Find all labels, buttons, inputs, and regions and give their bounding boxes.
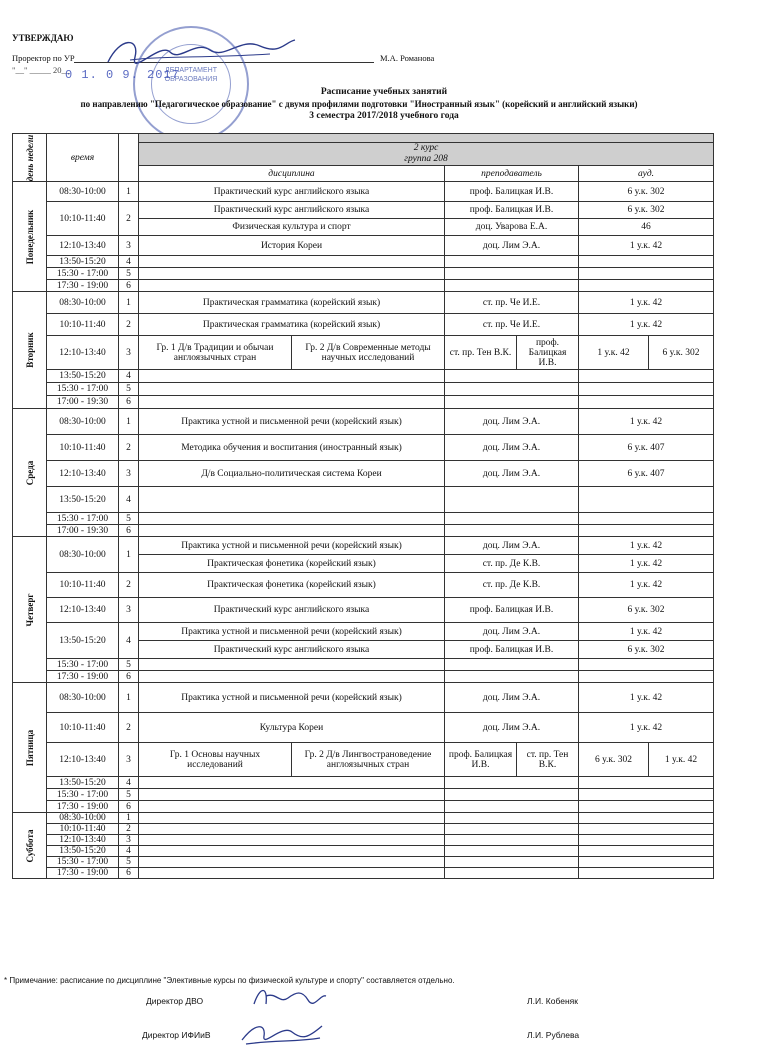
pair-number-cell: 5 xyxy=(119,268,139,280)
table-row xyxy=(13,846,714,857)
teacher-group1-cell: ст. пр. Тен В.К. xyxy=(445,336,517,370)
approve-label: УТВЕРЖДАЮ xyxy=(12,33,74,43)
table-row xyxy=(13,236,714,256)
empty-discipline-cell xyxy=(139,835,445,846)
teacher-cell: ст. пр. Че И.Е. xyxy=(445,292,579,314)
empty-teacher-cell xyxy=(445,777,579,789)
room-cell: 1 у.к. 42 xyxy=(579,683,714,713)
header-teacher: преподаватель xyxy=(445,166,579,182)
time-cell: 13:50-15:20 xyxy=(47,256,119,268)
pair-number-cell: 1 xyxy=(119,813,139,824)
pair-number-cell: 2 xyxy=(119,314,139,336)
pair-number-cell: 1 xyxy=(119,409,139,435)
time-cell: 17:00 - 19:30 xyxy=(47,396,119,409)
discipline-cell: Практическая фонетика (корейский язык) xyxy=(139,555,445,573)
table-row xyxy=(13,513,714,525)
teacher-group2-cell: проф. Балицкая И.В. xyxy=(517,336,579,370)
pair-number-cell: 5 xyxy=(119,857,139,868)
table-row xyxy=(13,743,714,777)
room-cell: 1 у.к. 42 xyxy=(579,537,714,555)
room-cell: 1 у.к. 42 xyxy=(579,713,714,743)
empty-teacher-cell xyxy=(445,671,579,683)
pair-number-cell: 3 xyxy=(119,743,139,777)
table-row xyxy=(13,671,714,683)
empty-discipline-cell xyxy=(139,801,445,813)
empty-room-cell xyxy=(579,777,714,789)
date-line: "__" _____ 20__ xyxy=(12,65,70,75)
pair-number-cell: 3 xyxy=(119,598,139,623)
discipline-group2-cell: Гр. 2 Д/в Современные методы научных исследований xyxy=(292,336,445,370)
empty-room-cell xyxy=(579,268,714,280)
stamp-text: ДЕПАРТАМЕНТ ОБРАЗОВАНИЯ xyxy=(164,67,218,83)
prorector-label: Проректор по УР xyxy=(12,53,75,63)
pair-number-cell: 6 xyxy=(119,396,139,409)
pair-number-cell: 1 xyxy=(119,683,139,713)
empty-room-cell xyxy=(579,280,714,292)
time-cell: 13:50-15:20 xyxy=(47,487,119,513)
teacher-cell: проф. Балицкая И.В. xyxy=(445,202,579,219)
empty-room-cell xyxy=(579,868,714,879)
table-row xyxy=(13,801,714,813)
discipline-cell: Практика устной и письменной речи (корейский язык) xyxy=(139,537,445,555)
time-cell: 10:10-11:40 xyxy=(47,314,119,336)
table-row xyxy=(13,537,714,555)
time-cell: 17:30 - 19:00 xyxy=(47,868,119,879)
table-row xyxy=(13,789,714,801)
discipline-cell: Культура Кореи xyxy=(139,713,445,743)
day-name: Среда xyxy=(24,460,35,485)
header-discipline: дисциплина xyxy=(139,166,445,182)
table-row xyxy=(13,461,714,487)
empty-discipline-cell xyxy=(139,671,445,683)
empty-discipline-cell xyxy=(139,487,445,513)
director1-signature xyxy=(250,984,330,1010)
director1-name: Л.И. Кобеняк xyxy=(527,996,578,1006)
time-cell: 13:50-15:20 xyxy=(47,370,119,383)
day-cell xyxy=(13,683,47,813)
pair-number-cell: 1 xyxy=(119,182,139,202)
table-row xyxy=(13,292,714,314)
schedule-table xyxy=(12,133,714,879)
pair-number-cell: 5 xyxy=(119,513,139,525)
pair-number-cell: 2 xyxy=(119,202,139,236)
time-cell: 12:10-13:40 xyxy=(47,461,119,487)
empty-discipline-cell xyxy=(139,268,445,280)
empty-room-cell xyxy=(579,396,714,409)
time-cell: 12:10-13:40 xyxy=(47,598,119,623)
discipline-group1-cell: Гр. 1 Основы научных исследований xyxy=(139,743,292,777)
room-cell: 1 у.к. 42 xyxy=(579,292,714,314)
time-cell: 17:00 - 19:30 xyxy=(47,525,119,537)
time-cell: 08:30-10:00 xyxy=(47,182,119,202)
room-cell: 6 у.к. 302 xyxy=(579,182,714,202)
empty-teacher-cell xyxy=(445,513,579,525)
empty-discipline-cell xyxy=(139,846,445,857)
table-row xyxy=(13,598,714,623)
table-row xyxy=(13,487,714,513)
day-name: Понедельник xyxy=(24,209,35,264)
table-row xyxy=(13,396,714,409)
teacher-cell: ст. пр. Де К.В. xyxy=(445,555,579,573)
pair-number-cell: 4 xyxy=(119,623,139,659)
title-line2: по направлению "Педагогическое образование" с двумя профилями подготовки "Иностранный язык" (корейский и английский языки) xyxy=(80,99,638,109)
empty-room-cell xyxy=(579,513,714,525)
header-room: ауд. xyxy=(579,166,714,182)
pair-number-cell: 5 xyxy=(119,789,139,801)
empty-room-cell xyxy=(579,383,714,396)
header-num xyxy=(119,134,139,182)
time-cell: 17:30 - 19:00 xyxy=(47,671,119,683)
time-cell: 15:30 - 17:00 xyxy=(47,268,119,280)
teacher-cell: доц. Лим Э.А. xyxy=(445,623,579,641)
table-row xyxy=(13,573,714,598)
day-cell xyxy=(13,537,47,683)
time-cell: 15:30 - 17:00 xyxy=(47,857,119,868)
pair-number-cell: 1 xyxy=(119,292,139,314)
pair-number-cell: 6 xyxy=(119,525,139,537)
discipline-cell: Практика устной и письменной речи (корейский язык) xyxy=(139,409,445,435)
discipline-cell: Практический курс английского языка xyxy=(139,598,445,623)
table-row xyxy=(13,824,714,835)
empty-room-cell xyxy=(579,789,714,801)
empty-room-cell xyxy=(579,659,714,671)
day-cell xyxy=(13,182,47,292)
teacher-group1-cell: проф. Балицкая И.В. xyxy=(445,743,517,777)
day-name: Вторник xyxy=(24,332,35,368)
day-name: Четверг xyxy=(24,593,35,626)
empty-room-cell xyxy=(579,824,714,835)
empty-room-cell xyxy=(579,487,714,513)
time-cell: 13:50-15:20 xyxy=(47,777,119,789)
day-name: Пятница xyxy=(24,729,35,766)
time-cell: 12:10-13:40 xyxy=(47,835,119,846)
empty-teacher-cell xyxy=(445,801,579,813)
empty-discipline-cell xyxy=(139,370,445,383)
discipline-cell: Практический курс английского языка xyxy=(139,641,445,659)
day-name: Суббота xyxy=(24,829,35,862)
pair-number-cell: 4 xyxy=(119,370,139,383)
empty-teacher-cell xyxy=(445,835,579,846)
discipline-cell: Практика устной и письменной речи (корейский язык) xyxy=(139,623,445,641)
director2-label: Директор ИФИиВ xyxy=(142,1030,211,1040)
table-row xyxy=(13,813,714,824)
empty-room-cell xyxy=(579,846,714,857)
day-cell xyxy=(13,409,47,537)
teacher-cell: доц. Лим Э.А. xyxy=(445,236,579,256)
empty-teacher-cell xyxy=(445,370,579,383)
empty-room-cell xyxy=(579,370,714,383)
empty-teacher-cell xyxy=(445,824,579,835)
discipline-cell: Д/в Социально-политическая система Кореи xyxy=(139,461,445,487)
pair-number-cell: 2 xyxy=(119,435,139,461)
room-cell: 1 у.к. 42 xyxy=(579,236,714,256)
discipline-cell: Практический курс английского языка xyxy=(139,182,445,202)
empty-teacher-cell xyxy=(445,383,579,396)
empty-room-cell xyxy=(579,671,714,683)
prorector-name: М.А. Романова xyxy=(380,53,435,63)
table-row xyxy=(13,314,714,336)
room-cell: 1 у.к. 42 xyxy=(579,573,714,598)
table-row xyxy=(13,623,714,641)
room-cell: 1 у.к. 42 xyxy=(579,623,714,641)
empty-discipline-cell xyxy=(139,513,445,525)
pair-number-cell: 6 xyxy=(119,280,139,292)
room-cell: 1 у.к. 42 xyxy=(579,409,714,435)
time-cell: 08:30-10:00 xyxy=(47,683,119,713)
discipline-cell: Практическая фонетика (корейский язык) xyxy=(139,573,445,598)
pair-number-cell: 4 xyxy=(119,846,139,857)
time-cell: 15:30 - 17:00 xyxy=(47,513,119,525)
pair-number-cell: 1 xyxy=(119,537,139,573)
discipline-group2-cell: Гр. 2 Д/в Лингвострановедение англоязычных стран xyxy=(292,743,445,777)
table-row xyxy=(13,435,714,461)
pair-number-cell: 3 xyxy=(119,835,139,846)
empty-discipline-cell xyxy=(139,857,445,868)
pair-number-cell: 5 xyxy=(119,383,139,396)
empty-teacher-cell xyxy=(445,256,579,268)
teacher-cell: проф. Балицкая И.В. xyxy=(445,182,579,202)
pair-number-cell: 3 xyxy=(119,336,139,370)
room-group2-cell: 6 у.к. 302 xyxy=(649,336,714,370)
time-cell: 15:30 - 17:00 xyxy=(47,383,119,396)
title-line3: 3 семестра 2017/2018 учебного года xyxy=(309,111,459,121)
room-cell: 6 у.к. 302 xyxy=(579,641,714,659)
table-row xyxy=(13,370,714,383)
discipline-cell: Практический курс английского языка xyxy=(139,202,445,219)
empty-teacher-cell xyxy=(445,396,579,409)
time-cell: 10:10-11:40 xyxy=(47,824,119,835)
official-stamp xyxy=(133,26,249,142)
title-line1: Расписание учебных занятий xyxy=(320,87,448,97)
day-cell xyxy=(13,813,47,879)
teacher-cell: ст. пр. Де К.В. xyxy=(445,573,579,598)
table-row xyxy=(13,777,714,789)
discipline-cell: Практическая грамматика (корейский язык) xyxy=(139,292,445,314)
room-cell: 1 у.к. 42 xyxy=(579,314,714,336)
empty-discipline-cell xyxy=(139,824,445,835)
time-cell: 08:30-10:00 xyxy=(47,292,119,314)
empty-teacher-cell xyxy=(445,813,579,824)
empty-room-cell xyxy=(579,835,714,846)
footnote: * Примечание: расписание по дисциплине "Элективные курсы по физической культуре и спорту" составляется отдельно. xyxy=(4,976,455,985)
room-cell: 6 у.к. 302 xyxy=(579,202,714,219)
pair-number-cell: 3 xyxy=(119,236,139,256)
discipline-cell: Практика устной и письменной речи (корейский язык) xyxy=(139,683,445,713)
table-row xyxy=(13,409,714,435)
table-row xyxy=(13,268,714,280)
table-row xyxy=(13,182,714,202)
pair-number-cell: 2 xyxy=(119,824,139,835)
time-cell: 13:50-15:20 xyxy=(47,623,119,659)
empty-discipline-cell xyxy=(139,256,445,268)
header-group: группа 208 xyxy=(404,154,448,164)
table-row xyxy=(13,336,714,370)
empty-teacher-cell xyxy=(445,857,579,868)
time-cell: 10:10-11:40 xyxy=(47,713,119,743)
time-cell: 10:10-11:40 xyxy=(47,202,119,236)
teacher-cell: доц. Лим Э.А. xyxy=(445,435,579,461)
director2-name: Л.И. Рублева xyxy=(527,1030,580,1040)
empty-teacher-cell xyxy=(445,280,579,292)
empty-teacher-cell xyxy=(445,487,579,513)
header-day: день недели xyxy=(24,134,35,181)
day-cell xyxy=(13,292,47,409)
pair-number-cell: 2 xyxy=(119,713,139,743)
time-cell: 15:30 - 17:00 xyxy=(47,789,119,801)
teacher-cell: доц. Лим Э.А. xyxy=(445,461,579,487)
empty-room-cell xyxy=(579,256,714,268)
discipline-cell: Физическая культура и спорт xyxy=(139,219,445,236)
teacher-cell: доц. Лим Э.А. xyxy=(445,713,579,743)
empty-discipline-cell xyxy=(139,525,445,537)
time-cell: 08:30-10:00 xyxy=(47,813,119,824)
teacher-cell: доц. Лим Э.А. xyxy=(445,409,579,435)
time-cell: 08:30-10:00 xyxy=(47,409,119,435)
empty-discipline-cell xyxy=(139,777,445,789)
teacher-cell: доц. Лим Э.А. xyxy=(445,683,579,713)
teacher-cell: доц. Лим Э.А. xyxy=(445,537,579,555)
table-row xyxy=(13,280,714,292)
room-cell: 6 у.к. 407 xyxy=(579,435,714,461)
room-cell: 1 у.к. 42 xyxy=(579,555,714,573)
header-time: время xyxy=(47,134,119,182)
pair-number-cell: 4 xyxy=(119,487,139,513)
empty-teacher-cell xyxy=(445,659,579,671)
empty-room-cell xyxy=(579,857,714,868)
discipline-cell: Методика обучения и воспитания (иностранный язык) xyxy=(139,435,445,461)
time-cell: 10:10-11:40 xyxy=(47,435,119,461)
table-row xyxy=(13,659,714,671)
table-row xyxy=(13,683,714,713)
header-course: 2 курс xyxy=(413,143,439,153)
discipline-group1-cell: Гр. 1 Д/в Традиции и обычаи англоязычных стран xyxy=(139,336,292,370)
pair-number-cell: 6 xyxy=(119,671,139,683)
table-row xyxy=(13,383,714,396)
time-cell: 12:10-13:40 xyxy=(47,236,119,256)
empty-discipline-cell xyxy=(139,789,445,801)
empty-room-cell xyxy=(579,525,714,537)
time-cell: 08:30-10:00 xyxy=(47,537,119,573)
table-row xyxy=(13,835,714,846)
header-day-cell xyxy=(13,134,47,182)
empty-teacher-cell xyxy=(445,868,579,879)
empty-discipline-cell xyxy=(139,659,445,671)
table-row xyxy=(13,202,714,219)
time-cell: 13:50-15:20 xyxy=(47,846,119,857)
table-row xyxy=(13,525,714,537)
room-cell: 6 у.к. 407 xyxy=(579,461,714,487)
empty-teacher-cell xyxy=(445,525,579,537)
table-row xyxy=(13,857,714,868)
room-cell: 46 xyxy=(579,219,714,236)
table-row xyxy=(13,713,714,743)
time-cell: 17:30 - 19:00 xyxy=(47,280,119,292)
table-row xyxy=(13,868,714,879)
teacher-cell: проф. Балицкая И.В. xyxy=(445,598,579,623)
empty-room-cell xyxy=(579,813,714,824)
empty-discipline-cell xyxy=(139,383,445,396)
pair-number-cell: 6 xyxy=(119,868,139,879)
header-shade xyxy=(139,134,714,143)
pair-number-cell: 2 xyxy=(119,573,139,598)
stamp-date: 0 1. 0 9. 2017 xyxy=(65,68,180,82)
room-group1-cell: 1 у.к. 42 xyxy=(579,336,649,370)
pair-number-cell: 4 xyxy=(119,256,139,268)
empty-discipline-cell xyxy=(139,868,445,879)
time-cell: 12:10-13:40 xyxy=(47,743,119,777)
pair-number-cell: 6 xyxy=(119,801,139,813)
teacher-cell: проф. Балицкая И.В. xyxy=(445,641,579,659)
empty-discipline-cell xyxy=(139,396,445,409)
header-group-cell xyxy=(139,143,714,166)
room-cell: 6 у.к. 302 xyxy=(579,598,714,623)
empty-teacher-cell xyxy=(445,846,579,857)
empty-teacher-cell xyxy=(445,268,579,280)
discipline-cell: История Кореи xyxy=(139,236,445,256)
time-cell: 15:30 - 17:00 xyxy=(47,659,119,671)
time-cell: 17:30 - 19:00 xyxy=(47,801,119,813)
pair-number-cell: 4 xyxy=(119,777,139,789)
empty-room-cell xyxy=(579,801,714,813)
teacher-group2-cell: ст. пр. Тен В.К. xyxy=(517,743,579,777)
pair-number-cell: 5 xyxy=(119,659,139,671)
empty-discipline-cell xyxy=(139,280,445,292)
time-cell: 10:10-11:40 xyxy=(47,573,119,598)
empty-teacher-cell xyxy=(445,789,579,801)
discipline-cell: Практическая грамматика (корейский язык) xyxy=(139,314,445,336)
pair-number-cell: 3 xyxy=(119,461,139,487)
room-group2-cell: 1 у.к. 42 xyxy=(649,743,714,777)
empty-discipline-cell xyxy=(139,813,445,824)
teacher-cell: доц. Уварова Е.А. xyxy=(445,219,579,236)
director2-signature xyxy=(236,1018,326,1048)
table-row xyxy=(13,256,714,268)
teacher-cell: ст. пр. Че И.Е. xyxy=(445,314,579,336)
room-group1-cell: 6 у.к. 302 xyxy=(579,743,649,777)
time-cell: 12:10-13:40 xyxy=(47,336,119,370)
director1-label: Директор ДВО xyxy=(146,996,204,1006)
